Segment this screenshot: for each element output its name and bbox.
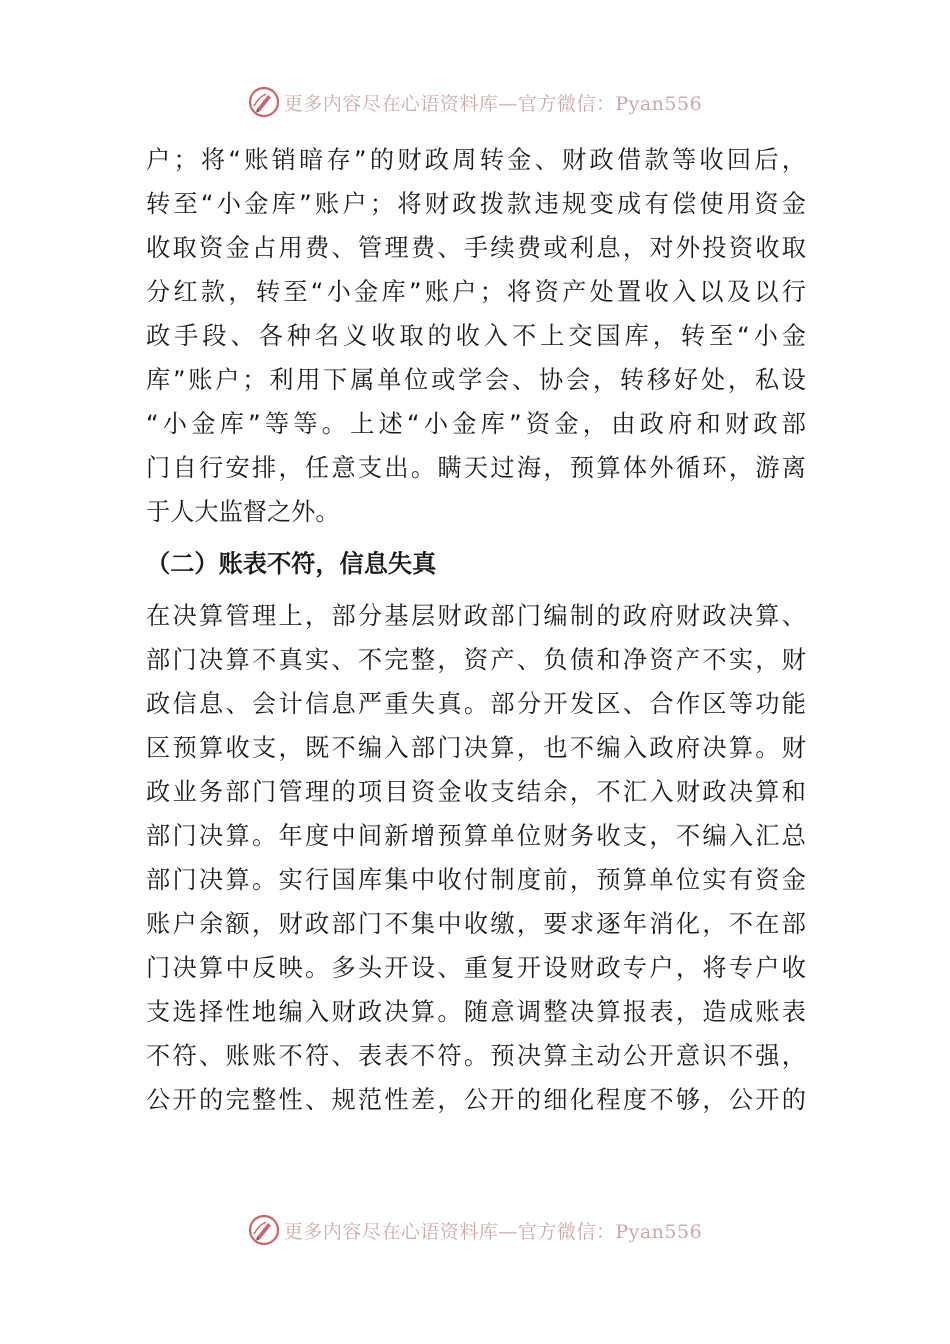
text-line: 转至“小金库”账户；将财政拨款违规变成有偿使用资金 (146, 190, 806, 218)
text-line: 在决算管理上，部分基层财政部门编制的政府财政决算、 (146, 602, 806, 630)
text-line: 部门决算。实行国库集中收付制度前，预算单位实有资金 (146, 866, 806, 894)
document-body (146, 138, 806, 1122)
footer-brand-text: 更多内容尽在心语资料库—官方微信：Pyan556 (283, 1220, 703, 1243)
text-line: 库”账户；利用下属单位或学会、协会，转移好处，私设 (146, 366, 806, 394)
pen-logo-icon (248, 86, 280, 118)
pen-logo-icon (248, 1214, 280, 1246)
text-line: 不符、账账不符、表表不符。预决算主动公开意识不强， (146, 1042, 806, 1070)
section2-heading: （二）账表不符，信息失真 (146, 550, 437, 578)
text-line: 分红款，转至“小金库”账户；将资产处置收入以及以行 (146, 278, 806, 306)
text-line: 门自行安排，任意支出。瞒天过海，预算体外循环，游离 (146, 454, 806, 482)
text-line: 收取资金占用费、管理费、手续费或利息，对外投资收取 (146, 234, 806, 262)
header-brand-text: 更多内容尽在心语资料库—官方微信：Pyan556 (283, 92, 703, 115)
text-line: 政业务部门管理的项目资金收支结余，不汇入财政决算和 (146, 778, 806, 806)
text-line: 户；将“账销暗存”的财政周转金、财政借款等收回后， (146, 146, 806, 174)
text-line: 公开的完整性、规范性差，公开的细化程度不够，公开的 (146, 1086, 806, 1114)
section2-paragraph (146, 594, 806, 1122)
text-line: 政手段、各种名义收取的收入不上交国库，转至“小金 (146, 322, 806, 350)
text-line: 支选择性地编入财政决算。随意调整决算报表，造成账表 (146, 998, 806, 1026)
text-line: “小金库”等等。上述“小金库”资金，由政府和财政部 (146, 410, 806, 438)
section1-paragraph (146, 138, 806, 534)
text-line: 区预算收支，既不编入部门决算，也不编入政府决算。财 (146, 734, 806, 762)
text-line: 部门决算。年度中间新增预算单位财务收支，不编入汇总 (146, 822, 806, 850)
text-line: 门决算中反映。多头开设、重复开设财政专户，将专户收 (146, 954, 806, 982)
text-line: 政信息、会计信息严重失真。部分开发区、合作区等功能 (146, 690, 806, 718)
text-line: 账户余额，财政部门不集中收缴，要求逐年消化，不在部 (146, 910, 806, 938)
footer-banner (0, 1210, 950, 1250)
text-line: 于人大监督之外。 (146, 498, 340, 526)
text-line: 部门决算不真实、不完整，资产、负债和净资产不实，财 (146, 646, 806, 674)
header-banner (0, 82, 950, 122)
